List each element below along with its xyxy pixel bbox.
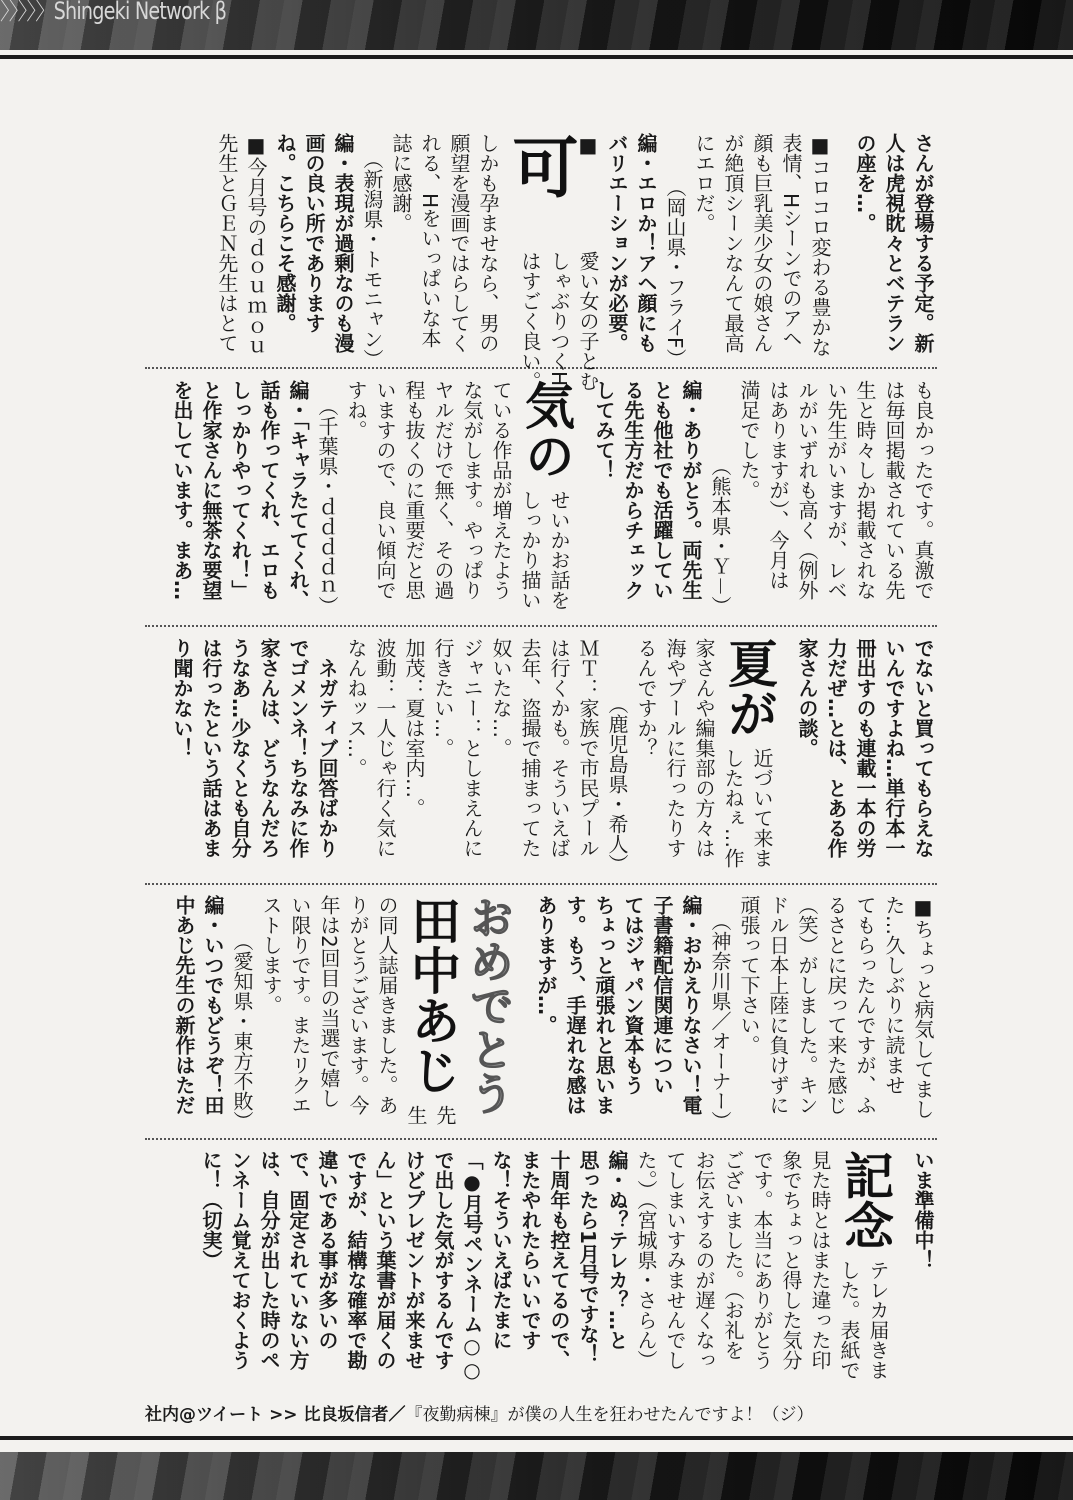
editor-reply-line: しっかりやってくれ！」 — [228, 380, 252, 600]
drop-cap-heading: 可 — [501, 133, 578, 199]
row-divider — [145, 883, 937, 885]
letter-line: 先生とＧＥＮ先生はとて — [215, 133, 239, 353]
editor-reply-line: 編・いつでもどうぞ！田 — [201, 895, 225, 1115]
letter-line: も良かったです。真激で — [911, 380, 935, 600]
editor-reply-line: うなあ…少なくとも自分 — [228, 638, 252, 858]
editor-reply-line: 違いである事が多いの — [315, 1150, 339, 1350]
reader-signature: （愛知県・東方不敗） — [230, 931, 254, 1131]
letter-line: るさとに戻って来た感じ — [824, 895, 848, 1115]
letter-line: 象でちょっと得した気分 — [779, 1150, 803, 1370]
editor-reply-line: ネガティブ回答ばかり — [315, 638, 339, 858]
editor-reply-line: 編・表現が過剰なのも漫 — [331, 133, 355, 353]
letter-line: 生と時々しか掲載されな — [853, 380, 877, 600]
editor-reply-line: またやれたらいいです — [518, 1150, 542, 1350]
reader-signature: （熊本県・Ｙ－） — [708, 456, 732, 616]
letter-line: りがとうございます。今 — [346, 895, 370, 1115]
editor-reply-line: バリエーションが必要。 — [605, 133, 629, 353]
letter-line: 生 — [404, 1105, 428, 1125]
letter-line: た。）（宮城県・さらん） — [634, 1150, 658, 1370]
editor-reply-line: 家さんの談。 — [795, 638, 819, 758]
drop-cap-heading: 記念 — [836, 1150, 894, 1250]
letter-line: が絶頂シーンなんて最高 — [721, 133, 745, 353]
editor-reply-line: 編・ぬ？テレカ？…と — [605, 1150, 629, 1350]
letter-line: なんねッス…。 — [344, 638, 368, 778]
editor-reply-line: 思ったら1月号ですな！ — [576, 1150, 600, 1364]
row-divider — [145, 625, 937, 627]
header-band — [0, 0, 1073, 50]
top-rule — [0, 55, 1073, 59]
letter-line: した。表紙で — [837, 1260, 861, 1380]
letter-row — [137, 638, 937, 874]
editor-reply-line: 人は虎視眈々とベテラン — [882, 133, 906, 353]
editor-reply-line: 「●月号ペンネーム○○ — [460, 1150, 484, 1382]
header-title: 〉〉〉〉〉Shingeki Network β — [0, 0, 227, 25]
editor-reply-line: ちょっと頑張れと思いま — [592, 895, 616, 1115]
letter-line: ヤルだけで無く、その過 — [431, 380, 455, 600]
column-gap — [515, 895, 531, 1131]
reader-signature: （新潟県・トモニャン） — [360, 149, 384, 369]
editor-reply-line: を出しています。まあ… — [170, 380, 194, 600]
editor-reply-line: す。もう、手遅れな感は — [563, 895, 587, 1115]
letter-line: 見た時とはまた違った印 — [808, 1150, 832, 1370]
drop-cap-block — [401, 895, 459, 1131]
row-divider — [145, 1138, 937, 1140]
headline-outline: おめでとう — [462, 895, 513, 1115]
letter-line: 加茂：夏は室内…。 — [402, 638, 426, 818]
letter-line: （笑）がしました。キン — [795, 895, 819, 1115]
letter-line: です。本当にありがとう — [750, 1150, 774, 1370]
editor-reply-line: り聞かない！ — [170, 638, 194, 758]
column-gap — [776, 638, 792, 874]
drop-cap-block — [718, 638, 776, 874]
letter-line: しゃぶりつくH — [547, 251, 571, 387]
editor-reply-line: てはジャパン資本もう — [621, 895, 645, 1095]
letter-line: い先生がいますが、レベ — [824, 380, 848, 600]
letter-line: 誌に感謝。 — [389, 133, 413, 233]
letter-line: にエロだ。 — [692, 133, 716, 233]
editor-reply-line: でないと買ってもらえな — [911, 638, 935, 858]
letter-line: したねぇ…作 — [721, 748, 745, 868]
letter-line: ドル日本上陸に負けずに — [766, 895, 790, 1115]
letter-line: 波動：一人じゃ行く気に — [373, 638, 397, 858]
letter-line: 表情、Hシーンでのアヘ — [779, 133, 803, 349]
drop-cap-heading: 夏が — [720, 638, 778, 738]
editor-reply-line: 子書籍配信関連につい — [650, 895, 674, 1095]
column-gap — [573, 380, 589, 616]
editor-reply-line: で出した気がするんです — [431, 1150, 455, 1370]
letter-line: な気がします。やっぱり — [460, 380, 484, 600]
editor-reply-line: とも他社でも活躍してい — [650, 380, 674, 600]
editor-reply-line: いんですよね…単行本一 — [882, 638, 906, 858]
editor-reply-line: は、自分が出した時のペ — [257, 1150, 281, 1370]
letter-line: いますので、良い傾向で — [373, 380, 397, 600]
letter-line: はすごく良い。 — [518, 251, 542, 391]
editor-reply-line: 力だぜ…とは、とある作 — [824, 638, 848, 858]
letter-line: 願望を漫画ではらしてく — [447, 133, 471, 353]
editor-reply-line: ありますが…。 — [534, 895, 558, 1035]
editor-reply-line: な！そういえばたまに — [489, 1150, 513, 1350]
letter-line: 去年、盗撮で捕まってた — [518, 638, 542, 858]
editor-reply-line: 編・エロか！アヘ顔にも — [634, 133, 658, 353]
editor-reply-line: る先生方だからチェック — [621, 380, 645, 600]
editor-reply-line: 話も作ってくれ、エロも — [257, 380, 281, 600]
editor-reply-line: 冊出すのも連載一本の労 — [853, 638, 877, 858]
letter-line: るんですか？ — [634, 638, 658, 758]
letter-line: 行きたい…。 — [431, 638, 455, 758]
letter-line: れる、Hをいっぱいな本 — [418, 133, 442, 349]
letter-line: せいかお話を — [547, 490, 571, 610]
letter-row — [137, 895, 937, 1131]
footer-tweet — [145, 1400, 813, 1425]
letter-line: ■ちょっと病気してまし — [911, 895, 935, 1119]
letter-line: 程も抜くのに重要だと思 — [402, 380, 426, 600]
letter-line: 満足でした。 — [737, 380, 761, 500]
letter-line: ルがいずれも高く（例外 — [795, 380, 819, 600]
letter-line: しっかり描い — [518, 490, 542, 610]
letter-line: ストします。 — [259, 895, 283, 1015]
reader-signature: （鹿児島県・希人） — [605, 694, 629, 874]
editor-reply-line: してみて！ — [592, 380, 616, 480]
editor-reply-line: は行ったという話はあま — [199, 638, 223, 858]
drop-cap-heading: 田中あじ — [403, 895, 461, 1095]
editor-reply-line: さんが登場する予定。新 — [911, 133, 935, 353]
drop-cap-block — [515, 380, 573, 616]
letter-line: ございました。（お礼を — [721, 1150, 745, 1360]
column-gap — [834, 133, 850, 369]
letter-line: 家さんや編集部の方々は — [692, 638, 716, 858]
editor-reply-line: ね。こちらこそ感謝。 — [273, 133, 297, 333]
footer-tweet-text: 『夜勤病棟』が僕の人生を狂わせたんですよ！（ジ） — [405, 1405, 814, 1425]
drop-cap-heading: 気の — [517, 380, 575, 480]
letter-line: は毎回掲載されている先 — [882, 380, 906, 600]
drop-cap-block — [501, 133, 602, 391]
letter-line: 近づいて来ま — [750, 748, 774, 868]
letter-line: ■コロコロ変わる豊かな — [808, 133, 832, 357]
editor-reply-line: 編・ありがとう。両先生 — [679, 380, 703, 600]
letter-line: 頑張って下さい。 — [737, 895, 761, 1055]
letter-line: しかも孕ませなら、男の — [476, 133, 500, 353]
letter-line: お伝えするのが遅くなっ — [692, 1150, 716, 1370]
letter-line: 顔も巨乳美少女の娘さん — [750, 133, 774, 353]
drop-cap-block — [834, 1150, 892, 1386]
letter-line: い限りです。またリクエ — [288, 895, 312, 1115]
editor-reply-line: けどプレゼントが来ませ — [402, 1150, 426, 1370]
letter-line: はありますが）、今月は — [766, 380, 790, 590]
editor-reply-line: 画の良い所であります — [302, 133, 326, 333]
letter-line: 奴いたな…。 — [489, 638, 513, 758]
reader-signature: （千葉県・ｄｄｄｄｎ） — [315, 396, 339, 616]
editor-reply-line: で、固定されていない方 — [286, 1150, 310, 1370]
editor-reply-line: 家さんは、どうなんだろ — [257, 638, 281, 858]
editor-reply-line: 編・「キャラたててくれ、 — [286, 380, 310, 610]
editor-reply-line: と作家さんに無茶な要望 — [199, 380, 223, 600]
letter-line: た…久しぶりに読ませ — [882, 895, 906, 1095]
editor-reply-line: いま準備中！ — [911, 1150, 935, 1270]
letter-line: 先 — [433, 1105, 457, 1125]
letter-line: の同人誌届きました。あ — [375, 895, 399, 1115]
letter-line: ＭＴ：家族で市民プール — [576, 638, 600, 858]
editor-reply-line: ですが、結構な確率で勘 — [344, 1150, 368, 1370]
editor-reply-line: 十周年も控えてるので、 — [547, 1150, 571, 1370]
editor-reply-line: 中あじ先生の新作はただ — [172, 895, 196, 1115]
editor-reply-line: ンネーム覚えておくよう — [228, 1150, 252, 1370]
letter-row — [137, 133, 937, 391]
column-gap — [892, 1150, 908, 1386]
letter-line: ジャニー：としまえんに — [460, 638, 484, 858]
letter-line: 年は2回目の当選で嬉し — [317, 895, 341, 1108]
bullet-square-icon: ■ — [576, 133, 600, 157]
letter-row — [137, 1150, 937, 1386]
letter-line: すね。 — [344, 380, 368, 440]
editor-reply-line: でゴメンネ！ちなみに作 — [286, 638, 310, 858]
reader-signature: （岡山県・フライF） — [663, 177, 687, 369]
footer-tweet-lead: 社内@ツイート >> 比良坂信者／ — [145, 1405, 406, 1425]
letter-line: 愛い女の子とむ — [576, 251, 600, 391]
editor-reply-line: の座を…。 — [853, 133, 877, 233]
letter-row — [137, 380, 937, 616]
letter-line: は行くかも。そういえば — [547, 638, 571, 858]
letter-line: てもらったんですが、ふ — [853, 895, 877, 1115]
editor-reply-line: に！（切実） — [199, 1150, 223, 1270]
editor-reply-line: ん」という葉書が届くの — [373, 1150, 397, 1370]
footer-band — [0, 1452, 1073, 1500]
reader-signature: （神奈川県／オーナー） — [708, 911, 732, 1131]
letter-line: ■今月号のｄｏｕｍｏｕ — [244, 133, 268, 357]
letter-line: ている作品が増えたよう — [489, 380, 513, 600]
editor-reply-line: 編・おかえりなさい！電 — [679, 895, 703, 1115]
letter-line: テレカ届きま — [866, 1260, 890, 1380]
bottom-rule — [0, 1436, 1073, 1440]
letter-line: 海やプールに行ったりす — [663, 638, 687, 858]
letter-line: てしまいすみませんでし — [663, 1150, 687, 1370]
